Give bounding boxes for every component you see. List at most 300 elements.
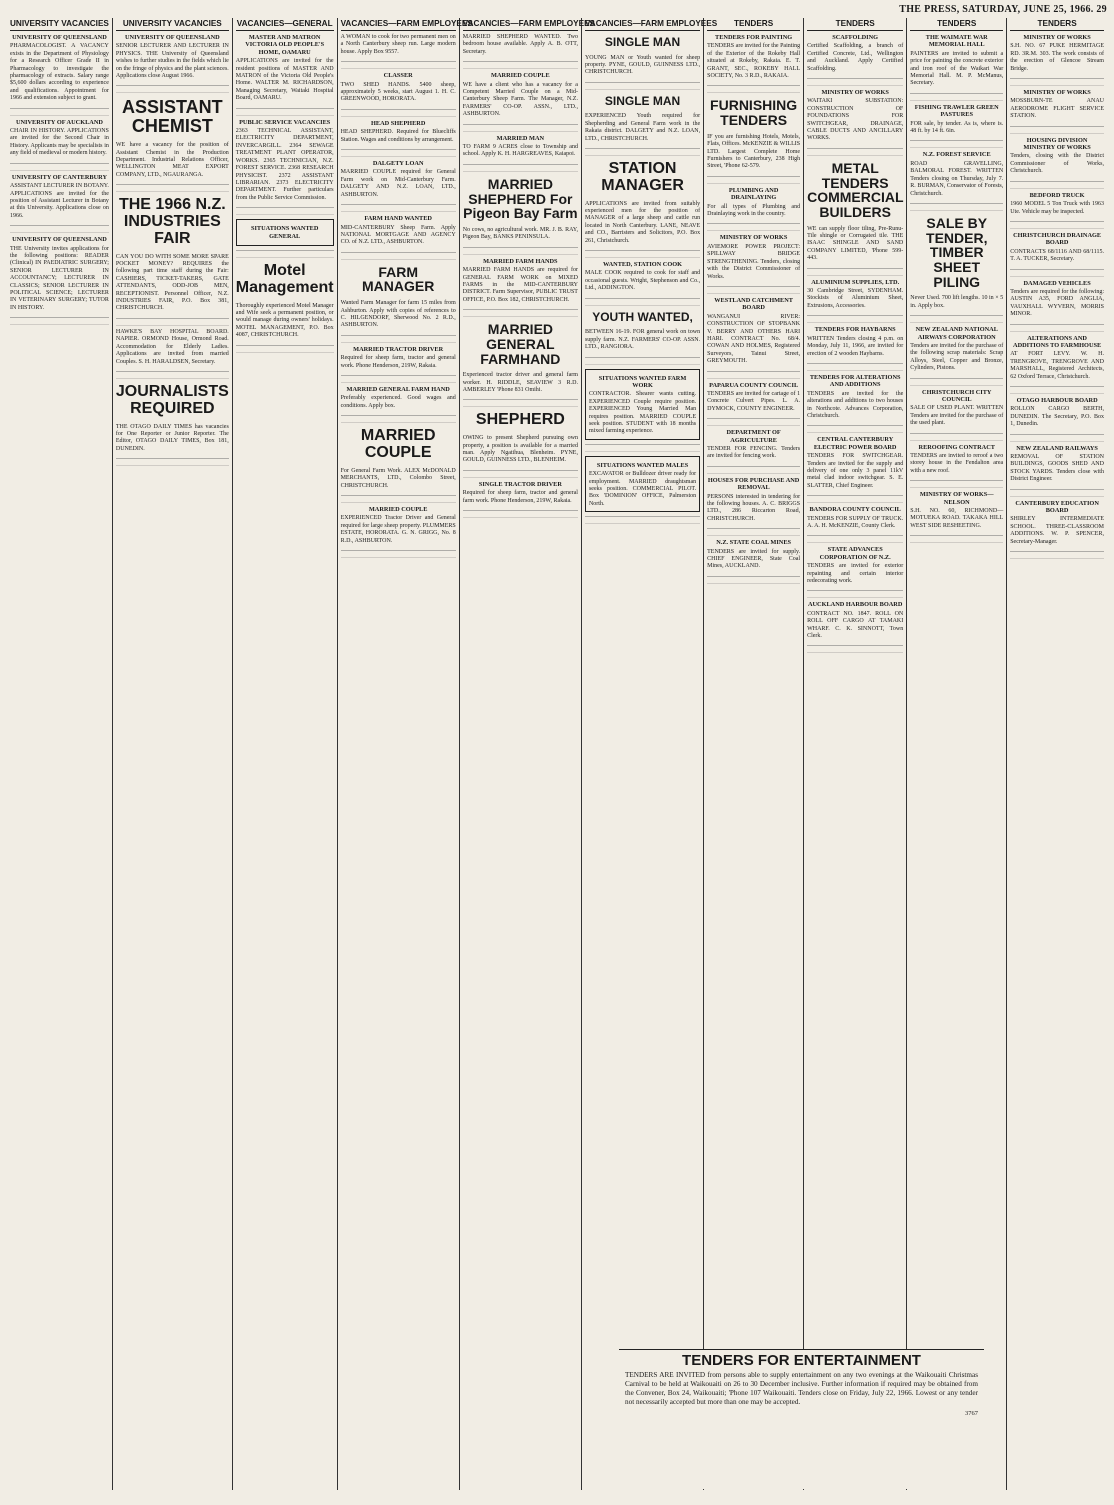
ad-body: BETWEEN 16-19. FOR general work on town supply farm. N.Z. FARMERS' CO-OP. ASSN. LTD., RANGIORA. bbox=[584, 329, 701, 351]
ad-body: S.H. NO. 60, RICHMOND—MOTUEKA ROAD. TAKAKA HILL WEST SIDE RESHEETING. bbox=[910, 508, 1004, 529]
classified-ad bbox=[463, 412, 578, 464]
classified-ad bbox=[1010, 335, 1104, 381]
ad-body: MOSSBURN-TE ANAU AERODROME FLIGHT SERVICE STATION. bbox=[1010, 98, 1104, 120]
classified-ad bbox=[910, 444, 1003, 476]
ad-heading: CHRISTCHURCH CITY COUNCIL bbox=[922, 388, 992, 403]
column-header: VACANCIES—FARM EMPLOYEES bbox=[341, 18, 456, 31]
text-lines bbox=[707, 223, 800, 231]
ad-heading: MINISTRY OF WORKS bbox=[1023, 34, 1091, 41]
text-lines bbox=[341, 204, 456, 212]
text-lines bbox=[341, 495, 456, 503]
text-lines bbox=[707, 528, 800, 536]
ad-body: ROAD GRAVELLING, BALMORAL FOREST. WRITTEN Tenders closing on Thursday, July 7. R. BURMAN, Conservator of Forests, Christchurch. bbox=[910, 160, 1004, 197]
column-3 bbox=[233, 18, 338, 1490]
text-lines bbox=[10, 317, 109, 325]
text-lines bbox=[463, 510, 578, 518]
ad-body: EXCAVATOR or Bulldozer driver ready for employment. MARRIED draughtsman seeks position. COMMERCIAL PILOT. Box 'DOMINION' OFFICE, Palmerston North. bbox=[588, 471, 697, 507]
ad-heading: HOUSES FOR PURCHASE AND REMOVAL bbox=[707, 476, 800, 492]
ad-heading: FISHING TRAWLER GREEN PASTURES bbox=[914, 103, 999, 119]
ad-body: APPLICATIONS are invited for the resident positions of MASTER AND MATRON of the Victoria Old People's Home. WALTER M. RICHARDSON, Managing Secretary, Waitaki Hospital Board, OAMARU. bbox=[235, 58, 334, 102]
text-lines bbox=[116, 458, 229, 466]
classified-ad bbox=[1010, 397, 1104, 429]
ad-body: HAWKE'S BAY HOSPITAL BOARD. NAPIER. ORMOND House, Ormond Road. Accommodation for Elderly Ladies. Applications are invited from married Couples. S. H. HARALDSEN, Secretary. bbox=[115, 328, 229, 365]
text-lines bbox=[1010, 78, 1104, 86]
text-lines bbox=[1010, 181, 1104, 189]
ad-body: ROLLON CARGO BERTH, DUNEDIN. The Secretary, P.O. Box 1, Dunedin. bbox=[1010, 406, 1104, 428]
text-lines bbox=[341, 252, 456, 260]
text-lines bbox=[807, 495, 903, 503]
column-header: VACANCIES—FARM EMPLOYEES bbox=[585, 18, 700, 31]
classified-ad bbox=[236, 263, 334, 340]
ad-body: Tenders are required for the following: AUSTIN A35, FORD ANGLIA, VAUXHALL WYVERN, MORRIS MINOR. bbox=[1010, 288, 1104, 318]
ad-heading: MARRIED TRACTOR DRIVER bbox=[353, 345, 444, 353]
ad-body: Tenders are invited for the purchase of the following scrap materials: Scrap Alloys, Steel, Copper and Bronze, Cylinders, Pistons. bbox=[910, 342, 1004, 372]
ad-body: TENDERS FOR SWITCHGEAR. Tenders are invited for the supply and delivery of one only 3 panel 11kV metal clad indoor switchgear. S. E. SLATTER, Chief Engineer. bbox=[807, 453, 904, 489]
ad-body: AT FORT LEVY. W. H. TRENGROVE, TRENGROVE AND MARSHALL, Registered Architects, 62 Oxford Terrace, Christchurch. bbox=[1010, 351, 1104, 380]
text-lines bbox=[463, 309, 578, 317]
ad-body: TENDERS are invited for the alterations and additions to two houses in Northcote. Advances Corporation, Christchurch. bbox=[807, 390, 904, 419]
ad-body: SALE OF USED PLANT. WRITTEN Tenders are invited for the purchase of the used plant. bbox=[910, 405, 1004, 427]
text-lines bbox=[463, 470, 578, 478]
newspaper-page bbox=[7, 4, 1107, 1494]
ad-heading: DEPARTMENT OF AGRICULTURE bbox=[726, 429, 781, 444]
column-5 bbox=[460, 18, 595, 1490]
classified-ad bbox=[807, 89, 903, 143]
ad-body: TO FARM 9 ACRES close to Township and school. Apply K. H. HARGREAVES, Kaiapoi. bbox=[462, 144, 578, 158]
classified-ad bbox=[341, 346, 456, 370]
ad-heading: SCAFFOLDING bbox=[832, 34, 879, 41]
ad-heading: MINISTRY OF WORKS bbox=[821, 89, 889, 97]
column-4 bbox=[338, 18, 473, 1490]
ad-body: TENDERS FOR SUPPLY OF TRUCK. A. A. H. McKENZIE, County Clerk. bbox=[807, 515, 904, 529]
ad-heading: ALUMINIUM SUPPLIES, LTD. bbox=[811, 278, 900, 286]
text-lines bbox=[707, 576, 800, 584]
classified-ad bbox=[585, 261, 700, 293]
classified-ad bbox=[341, 34, 456, 56]
ad-body: TENDERS are invited for exterior repainting and certain interior redecorating work. bbox=[807, 563, 904, 585]
text-lines bbox=[10, 108, 109, 116]
text-lines bbox=[707, 466, 800, 474]
column-6 bbox=[582, 18, 718, 1490]
ad-body: TWO SHED HANDS. 5400 sheep, approximately 5 weeks, start August 1. H. C. GREENWOOD, HORORATA. bbox=[340, 81, 456, 103]
classified-ad bbox=[463, 481, 578, 505]
classified-ad bbox=[116, 197, 229, 313]
ad-heading: THE WAIMATE WAR MEMORIAL HALL bbox=[925, 34, 988, 49]
ad-body: MARRIED SHEPHERD WANTED. Two bedroom house available. Apply A. B. OTT, Secretary. bbox=[462, 34, 578, 55]
text-lines bbox=[341, 109, 456, 117]
ad-body: No cows, no agricultural work. MR. J. B. RAY, Pigeon Bay, BANKS PENINSULA. bbox=[462, 226, 578, 241]
ad-body: WANGANUI RIVER: CONSTRUCTION OF STOPBANK V. BERRY AND OTHERS HARI HARI. CONTRACT No. 68/4. COWAN AND HOLMES, Registered Surveyors, Tainui Street, GREYMOUTH. bbox=[707, 313, 801, 365]
ad-heading: UNIVERSITY OF CANTERBURY bbox=[11, 173, 108, 181]
classified-ad bbox=[707, 34, 800, 80]
ad-heading: MINISTRY OF WORKS bbox=[1023, 89, 1091, 97]
ad-body: Experienced tractor driver and general farm worker. H. RIDDLE, SEAVIEW 3 R.D. AMBERLEY 'Phone 831 Omihi. bbox=[462, 372, 578, 394]
ad-body: WE have a vacancy for the position of Assistant Chemist in the Production Department. Industrial Relations Officer, WELLINGTON MEAT EXPORT COMPANY, LTD., NGAURANGA. bbox=[115, 142, 229, 178]
ad-body: Tenders, closing with the District Commissioner of Works, Christchurch. bbox=[1010, 153, 1104, 175]
column-header: TENDERS bbox=[707, 18, 800, 31]
classified-ad bbox=[807, 506, 903, 530]
ad-body: HEAD SHEPHERD. Required for Bluecliffs Station. Wages and conditions by arrangement. bbox=[340, 129, 456, 143]
column-header: UNIVERSITY VACANCIES bbox=[10, 18, 109, 31]
classified-ad bbox=[236, 34, 334, 103]
text-lines bbox=[236, 207, 334, 215]
ad-heading: UNIVERSITY OF QUEENSLAND bbox=[124, 34, 220, 41]
ad-body: CHAIR IN HISTORY. APPLICATIONS are invited for the Second Chair in History. Applicants may be specialists in any field of medieval or modern history. bbox=[10, 128, 109, 157]
ad-heading: MINISTRY OF WORKS—NELSON bbox=[919, 491, 994, 506]
classified-ad bbox=[807, 161, 903, 263]
classified-ad bbox=[1010, 232, 1104, 264]
text-lines bbox=[463, 399, 578, 407]
ad-body: SHIRLEY INTERMEDIATE SCHOOL. THREE-CLASSROOM ADDITIONS. W. P. SPENCER, Secretary-Manager. bbox=[1010, 516, 1104, 545]
text-lines bbox=[463, 164, 578, 172]
classified-ad bbox=[910, 326, 1003, 372]
text-lines bbox=[807, 590, 903, 598]
ad-heading: REROOFING CONTRACT bbox=[918, 443, 995, 451]
classified-ad bbox=[116, 98, 229, 179]
ad-heading: CHRISTCHURCH DRAINAGE BOARD bbox=[1013, 231, 1102, 247]
ad-body: REMOVAL OF STATION BUILDINGS, GOODS SHED AND STOCK YARDS. Tenders close with District Engineer. bbox=[1010, 454, 1104, 483]
ad-body: WRITTEN Tenders closing 4 p.m. on Monday, July 11, 1966, are invited for erection of 2 wooden Haybarns. bbox=[807, 335, 904, 357]
classified-ad bbox=[116, 384, 229, 453]
ad-heading: OTAGO HARBOUR BOARD bbox=[1016, 397, 1098, 404]
ad-display-heading: SHEPHERD bbox=[475, 411, 565, 429]
masthead: THE PRESS, SATURDAY, JUNE 25, 1966. 29 bbox=[899, 4, 1107, 15]
ad-body: Required for sheep farm, tractor and general farm work. Phone Henderson, 219W, Rakaia. bbox=[462, 490, 578, 504]
ad-heading: PUBLIC SERVICE VACANCIES bbox=[239, 118, 331, 126]
ad-heading: MARRIED GENERAL FARM HAND bbox=[346, 385, 450, 393]
text-lines bbox=[910, 535, 1003, 543]
ad-heading: HEAD SHEPHERD bbox=[370, 119, 426, 127]
ad-body: MID-CANTERBURY Sheep Farm. Apply NATIONAL MORTGAGE AND AGENCY CO. of N.Z. LTD., ASHBURTON. bbox=[340, 224, 456, 246]
ad-body: MARRIED COUPLE required for General Farm work on Mid-Canterbury Farm. DALGETY AND N.Z. LOAN, LTD., ASHBURTON. bbox=[340, 169, 456, 198]
ad-heading: HOUSING DIVISION MINISTRY OF WORKS bbox=[1023, 136, 1091, 152]
text-lines bbox=[910, 203, 1003, 211]
ad-body: AVIEMORE POWER PROJECT: SPILLWAY BRIDGE STRENGTHENING. Tenders, closing with the District Commissioner of Works. bbox=[707, 243, 801, 280]
ad-body: Wanted Farm Manager for farm 15 miles from Ashburton. Apply with copies of references to C. HILGENDORF, Sherwood No. 2 R.D., ASHBURTON. bbox=[340, 300, 456, 329]
ad-display-heading: FURNISHING TENDERS bbox=[710, 97, 798, 129]
classified-ad bbox=[910, 389, 1003, 428]
ad-heading: SITUATIONS WANTED FARM WORK bbox=[598, 374, 687, 389]
text-lines bbox=[236, 250, 334, 258]
text-lines bbox=[341, 415, 456, 423]
ad-heading: MARRIED FARM HANDS bbox=[483, 257, 558, 265]
ad-body: S.H. NO. 67 PUKE HERMITAGE RD. 3R.M. 303. The work consists of the erection of Glencoe Stream Bridge. bbox=[1010, 43, 1104, 72]
classified-ad bbox=[807, 326, 903, 358]
classified-ad bbox=[341, 215, 456, 247]
ad-body: Never Used. 700 lift lengths. 10 in × 5 in. Apply box. bbox=[910, 295, 1004, 309]
text-lines bbox=[341, 550, 456, 558]
column-header: TENDERS bbox=[910, 18, 1003, 31]
classified-ad bbox=[10, 34, 109, 103]
text-lines bbox=[807, 78, 903, 86]
ad-heading: TENDERS FOR HAYBARNS bbox=[814, 326, 896, 334]
text-lines bbox=[10, 163, 109, 171]
ad-display-heading: MARRIED GENERAL FARMHAND bbox=[480, 321, 561, 367]
ad-body: WE have a client who has a vacancy for a Competent Married Couple on a Mid-Canterbury Sheep Farm. The Manager, N.Z. FARMERS' CO-OP. ASSN., LTD., ASHBURTON. bbox=[462, 81, 578, 118]
text-lines bbox=[807, 645, 903, 653]
classified-ad bbox=[341, 386, 456, 410]
classified-ad bbox=[116, 34, 229, 80]
text-lines bbox=[341, 335, 456, 343]
ad-heading: NEW ZEALAND NATIONAL AIRWAYS CORPORATION bbox=[915, 326, 998, 341]
text-lines bbox=[807, 535, 903, 543]
ad-display-heading: Motel Management bbox=[235, 261, 334, 296]
ad-body: For all types of Plumbing and Drainlaying work in the country. bbox=[707, 203, 801, 218]
ad-heading: WANTED, STATION COOK bbox=[603, 261, 683, 269]
text-lines bbox=[910, 433, 1003, 441]
text-lines bbox=[707, 85, 800, 93]
ad-heading: CLASSER bbox=[383, 72, 413, 80]
ad-body: CONTRACT NO. 1847. ROLL ON ROLL OFF CARGO AT TAMAKI WHARF. C. K. SINNOTT, Town Clerk. bbox=[807, 610, 904, 640]
text-lines bbox=[341, 149, 456, 157]
ad-heading: SINGLE TRACTOR DRIVER bbox=[478, 480, 562, 488]
column-7 bbox=[704, 18, 804, 1490]
classified-ad bbox=[707, 234, 800, 280]
ad-body: Preferably experienced. Good wages and conditions. Apply box. bbox=[340, 395, 456, 409]
classified-ad bbox=[341, 72, 456, 104]
ad-display-heading: FARM MANAGER bbox=[362, 263, 435, 295]
classified-ad bbox=[463, 258, 578, 304]
ad-heading: UNIVERSITY OF AUCKLAND bbox=[15, 118, 103, 126]
column-header: TENDERS bbox=[807, 18, 903, 31]
classified-ad bbox=[910, 491, 1003, 530]
ad-body: FOR sale, by tender. As is, where is. 48 ft. by 14 ft. 6in. bbox=[910, 120, 1004, 135]
ad-body: THE OTAGO DAILY TIMES has vacancies for One Reporter or Junior Reporter. The Editor, OTAGO DAILY TIMES, Box 181, DUNEDIN. bbox=[115, 423, 229, 452]
ad-heading: STATE ADVANCES CORPORATION OF N.Z. bbox=[819, 546, 891, 561]
ad-heading: DAMAGED VEHICLES bbox=[1023, 279, 1091, 287]
classified-ad bbox=[910, 151, 1003, 197]
ad-body: TENDERS are invited for the Painting of the Exterior of the Rokeby Hall situated at Rokeby, Rakaia. E. T. GRANT, SEC., ROKEBY HALL SOCIETY, No. 3 R.D., RAKAIA. bbox=[707, 43, 801, 80]
text-lines bbox=[585, 357, 700, 365]
classified-ad bbox=[585, 36, 700, 77]
classified-ad bbox=[707, 539, 800, 571]
ad-heading: MARRIED COUPLE bbox=[368, 505, 428, 513]
text-lines bbox=[1010, 269, 1104, 277]
ad-heading: BANDORA COUNTY COUNCIL bbox=[809, 506, 901, 514]
text-lines bbox=[341, 61, 456, 69]
ad-body: TENDERS are invited for supply. CHIEF ENGINEER, State Coal Mines, AUCKLAND. bbox=[707, 548, 801, 570]
ad-heading: MARRIED COUPLE bbox=[491, 72, 550, 80]
ad-body: 30 Cambridge Street, SYDENHAM. Stockists of Aluminium Sheet, Extrusions, Accessories. bbox=[807, 288, 904, 309]
text-lines bbox=[707, 418, 800, 426]
column-header: VACANCIES—FARM EMPLOYEES bbox=[463, 18, 578, 31]
text-lines bbox=[807, 425, 903, 433]
ad-body: IF you are furnishing Hotels, Motels, Flats, Offices. McKENZIE & WILLIS LTD. Largest Complete Home Furnishers to Canterbury, 238 High Street, 'Phone 62-579. bbox=[707, 133, 801, 170]
ad-heading: SITUATIONS WANTED GENERAL bbox=[250, 225, 319, 240]
ad-body: TENDER FOR FENCING. Tenders are invited for fencing work. bbox=[707, 446, 801, 460]
entertainment-title: TENDERS FOR ENTERTAINMENT bbox=[682, 1352, 921, 1369]
ad-body: 1960 MODEL 5 Ton Truck with 1963 Ute. Vehicle may be inspected. bbox=[1010, 201, 1104, 215]
classified-ad bbox=[463, 322, 578, 394]
classified-ad bbox=[1010, 445, 1104, 484]
ad-heading: N.Z. STATE COAL MINES bbox=[716, 539, 792, 547]
ad-body: MARRIED FARM HANDS are required for GENERAL FARM WORK on MIXED FARMS in the MID-CANTERBURY DISTRICT. Farm Supervisor, PUBLIC TRUST OFFICE, P.O. Box 182, CHRISTCHURCH. bbox=[462, 267, 578, 303]
ad-heading: TENDERS FOR PAINTING bbox=[715, 34, 793, 41]
ad-heading: PLUMBING AND DRAINLAYING bbox=[728, 186, 779, 202]
classified-ad bbox=[707, 297, 800, 366]
column-8 bbox=[804, 18, 907, 1490]
ad-body: A WOMAN to cook for two permanent men on a North Canterbury sheep run. Large modern house. Apply Box 9557. bbox=[340, 34, 456, 55]
ad-body: WAITAKI SUBSTATION: CONSTRUCTION OF FOUNDATIONS FOR SWITCHGEAR, DRAINAGE, CABLE DUCTS AND ANCILLARY WORKS. bbox=[807, 98, 904, 142]
ad-heading: UNIVERSITY OF QUEENSLAND bbox=[12, 236, 107, 244]
column-9 bbox=[907, 18, 1007, 1490]
classified-ad bbox=[807, 374, 903, 420]
ad-heading: NEW ZEALAND RAILWAYS bbox=[1016, 444, 1098, 452]
classified-ad bbox=[807, 279, 903, 311]
classified-ad bbox=[807, 601, 903, 640]
ad-body: PAINTERS are invited to submit a price for painting the concrete exterior and iron roof of the Waikari War Memorial Hall. M. P. McManus, Secretary. bbox=[910, 50, 1004, 87]
column-1 bbox=[7, 18, 113, 1490]
text-lines bbox=[585, 298, 700, 306]
ad-display-heading: METAL TENDERS COMMERCIAL BUILDERS bbox=[807, 159, 904, 220]
ad-display-heading: YOUTH WANTED, bbox=[592, 309, 693, 324]
classified-ad bbox=[910, 216, 1003, 310]
text-lines bbox=[585, 516, 700, 524]
ad-heading: TENDERS FOR ALTERATIONS AND ADDITIONS bbox=[809, 373, 901, 389]
ad-heading: ALTERATIONS AND ADDITIONS TO FARMHOUSE bbox=[1013, 334, 1102, 349]
ad-heading: DALGETY LOAN bbox=[372, 160, 424, 168]
ad-display-heading: THE 1966 N.Z. INDUSTRIES FAIR bbox=[118, 196, 226, 247]
text-lines bbox=[116, 85, 229, 93]
classified-ad bbox=[807, 436, 903, 490]
ad-body: SENIOR LECTURER AND LECTURER IN PHYSICS. THE University of Queensland wishes to further studies in the fields which lie on the fringe of physics and the plant sciences. Applications close August 1966. bbox=[115, 43, 229, 80]
classified-ad bbox=[236, 119, 334, 202]
classified-ad bbox=[807, 34, 903, 73]
classified-columns bbox=[7, 18, 1107, 1490]
entertainment-body: TENDERS ARE INVITED from persons able to supply entertainment on any two evenings at the Waikouaiti Christmas Carnival to be held at Waikouaiti on 26 to 30 December inclusive. Further information if required may be obtained from the Convener, Box 24, Waikouaiti; 'Phone 107 Waikouaiti. Tenders close on Friday, July 22, 1966. Lowest or any tender not necessarily accepted but more than one may be accepted. bbox=[625, 1371, 978, 1406]
ad-heading: AUCKLAND HARBOUR BOARD bbox=[807, 601, 903, 609]
classified-ad bbox=[341, 265, 456, 330]
classified-ad bbox=[341, 428, 456, 490]
ad-display-heading: MARRIED SHEPHERD For Pigeon Bay Farm bbox=[463, 175, 578, 222]
classified-ad bbox=[707, 429, 800, 461]
classified-ad bbox=[910, 104, 1003, 136]
ad-heading: MASTER AND MATRON VICTORIA OLD PEOPLE'S HOME, OAMARU bbox=[245, 34, 325, 56]
column-header: VACANCIES—GENERAL bbox=[236, 18, 334, 31]
ad-body: TENDERS are invited to reroof a two storey house in the Fendalton area with a new roof. bbox=[910, 453, 1004, 474]
ad-heading: MARRIED MAN bbox=[496, 134, 545, 142]
ad-body: OWING to present Shepherd pursuing own property, a position is available for a married man. Apply Ngatihua, Blenheim. PYNE, GOULD, GUINNESS LTD., BLENHEIM. bbox=[462, 435, 578, 464]
ad-body: EXPERIENCED Youth required for Shepherding and General Farm work in the Rakaia district. DALGETY and N.Z. LOAN, LTD., CHRISTCHURCH. bbox=[584, 113, 701, 142]
ad-body: MALE COOK required to cook for staff and occasional guests. Wright, Stephenson and Co., Ltd., ADDINGTON. bbox=[584, 270, 701, 292]
text-lines bbox=[807, 363, 903, 371]
classified-ad bbox=[1010, 137, 1104, 176]
classified-ad bbox=[707, 382, 800, 414]
classified-ad bbox=[1010, 89, 1104, 121]
classified-ad bbox=[585, 456, 700, 512]
text-lines bbox=[585, 444, 700, 452]
ad-body: PERSONS interested in tendering for the following houses. A. C. BRIGGS LTD., 286 Riccarton Road, CHRISTCHURCH. bbox=[707, 493, 801, 522]
ad-heading: WESTLAND CATCHMENT BOARD bbox=[714, 296, 793, 312]
ad-body: CONTRACTS 68/1116 AND 68/1115. T. A. TUCKER, Secretary. bbox=[1010, 248, 1104, 263]
text-lines bbox=[341, 375, 456, 383]
classified-ad bbox=[585, 161, 700, 245]
classified-ad bbox=[463, 177, 578, 242]
text-lines bbox=[1010, 221, 1104, 229]
ad-heading: CENTRAL CANTERBURY ELECTRIC POWER BOARD bbox=[813, 436, 897, 451]
classified-ad bbox=[707, 477, 800, 523]
column-10 bbox=[1007, 18, 1107, 1490]
text-lines bbox=[1010, 551, 1104, 559]
text-lines bbox=[807, 315, 903, 323]
text-lines bbox=[807, 148, 903, 156]
text-lines bbox=[910, 378, 1003, 386]
ad-code: 3767 bbox=[965, 1410, 978, 1417]
text-lines bbox=[1010, 434, 1104, 442]
text-lines bbox=[116, 371, 229, 379]
classified-ad bbox=[1010, 34, 1104, 73]
text-lines bbox=[116, 318, 229, 326]
classified-ad bbox=[463, 72, 578, 118]
classified-ad bbox=[707, 187, 800, 219]
classified-ad bbox=[116, 329, 229, 366]
ad-display-heading: SINGLE MAN bbox=[604, 93, 681, 108]
ad-heading: BEDFORD TRUCK bbox=[1029, 191, 1085, 199]
entertainment-tender-ad bbox=[619, 1349, 984, 1489]
text-lines bbox=[910, 93, 1003, 101]
classified-ad bbox=[463, 34, 578, 56]
classified-ad bbox=[910, 34, 1003, 88]
ad-body: EXPERIENCED Tractor Driver and General required for large sheep property. PLUMMERS ESTATE, HORORATA. G. N. GRIGG, No. 8 R.D., ASHBURTON. bbox=[340, 515, 456, 544]
classified-ad bbox=[1010, 192, 1104, 216]
ad-display-heading: MARRIED COUPLE bbox=[360, 427, 436, 461]
text-lines bbox=[807, 268, 903, 276]
column-header: TENDERS bbox=[1010, 18, 1104, 31]
text-lines bbox=[116, 184, 229, 192]
ad-body: WE can supply floor tiling, Pre-Runu-Tile shingle or Corrugated tile. THE ISAAC SHINGLE AND SAND COMPANY LIMITED, 'Phone 599-443. bbox=[807, 225, 904, 262]
classified-ad bbox=[341, 506, 456, 545]
ad-body: CONTRACTOR. Shearer wants cutting. EXPERIENCED Couple require position. EXPERIENCED Young Married Man requires position. MARRIED COUPLE seek position. STUDENT with 18 months mixed farming experience. bbox=[588, 391, 697, 435]
text-lines bbox=[910, 315, 1003, 323]
text-lines bbox=[585, 148, 700, 156]
ad-body: Required for sheep farm, tractor and general work. Phone Henderson, 219W, Rakaia. bbox=[340, 355, 456, 369]
classified-ad bbox=[807, 546, 903, 585]
text-lines bbox=[236, 345, 334, 353]
ad-display-heading: JOURNALISTS REQUIRED bbox=[115, 382, 229, 417]
text-lines bbox=[910, 140, 1003, 148]
text-lines bbox=[585, 250, 700, 258]
ad-body: ASSISTANT LECTURER IN BOTANY. APPLICATIONS are invited for the position of Assistant Lecturer in Botany at this University. Applications close on 1966. bbox=[10, 183, 109, 219]
text-lines bbox=[707, 176, 800, 184]
ad-display-heading: ASSISTANT CHEMIST bbox=[121, 97, 223, 137]
classified-ad bbox=[585, 95, 700, 143]
ad-display-heading: STATION MANAGER bbox=[601, 160, 684, 194]
classified-ad bbox=[1010, 500, 1104, 546]
ad-body: CAN YOU DO WITH SOME MORE SPARE POCKET MONEY? REQUIRES the following part time staff during the Fair: CASHIERS, TICKET-TAKERS, GATE ATTENDANTS, ODD-JOB MEN, RECEPTIONIST. Personnel Officer, N.Z. INDUSTRIES FAIR, P.O. Box 381, CHRISTCHURCH. bbox=[115, 253, 229, 312]
ad-heading: UNIVERSITY OF QUEENSLAND bbox=[12, 34, 107, 41]
classified-ad bbox=[10, 119, 109, 158]
classified-ad bbox=[10, 236, 109, 312]
ad-display-heading: SALE BY TENDER, TIMBER SHEET PILING bbox=[926, 214, 988, 290]
ad-body: THE University invites applications for the following positions: READER (Clinical) IN PAEDIATRIC SURGERY; SENIOR LECTURER IN ACCOUNTANCY; LECTURER IN CLASSICS; SENIOR LECTURER IN POLITICAL SCIENCE; LECTURER IN VETERINARY SURGERY; TUTOR IN HISTORY. bbox=[10, 245, 109, 311]
ad-heading: MINISTRY OF WORKS bbox=[719, 234, 788, 242]
ad-body: YOUNG MAN or Youth wanted for sheep property. PYNE, GOULD, GUINNESS LTD., CHRISTCHURCH. bbox=[584, 54, 701, 76]
ad-body: PHARMACOLOGIST. A VACANCY exists in the Department of Physiology for a Research Officer Grade II in Pharmacology to investigate the pharmacology of extracts. Salary range $5,600 dollars according to experience and qualifications. Appointment for 1966 and extension subject to grant. bbox=[10, 43, 109, 102]
ad-body: TENDERS are invited for cartage of 1 Concrete Culvert Pipes. L. A. DYMOCK, COUNTY ENGINEER. bbox=[707, 390, 801, 412]
text-lines bbox=[1010, 324, 1104, 332]
text-lines bbox=[236, 108, 334, 116]
classified-ad bbox=[585, 369, 700, 440]
classified-ad bbox=[236, 219, 334, 246]
ad-body: Certified Scaffolding, a branch of Certified Concrete, Ltd., Wellington and Auckland. Apply Certified Scaffolding. bbox=[807, 43, 904, 72]
ad-body: 2363 TECHNICAL ASSISTANT, ELECTRICITY DEPARTMENT, INVERCARGILL. 2364 SEWAGE TREATMENT PLANT OPERATOR, WORKS. 2365 TECHNICIAN, N.Z. FOREST SERVICE. 2368 RESEARCH PHYSICIST. 2372 ASSISTANT LIBRARIAN. 2373 ELECTRICITY DEPARTMENT. Further particulars from the Public Service Commission. bbox=[235, 128, 334, 201]
classified-ad bbox=[1010, 280, 1104, 319]
classified-ad bbox=[10, 174, 109, 220]
text-lines bbox=[910, 480, 1003, 488]
text-lines bbox=[1010, 126, 1104, 134]
classified-ad bbox=[341, 120, 456, 144]
text-lines bbox=[10, 225, 109, 233]
